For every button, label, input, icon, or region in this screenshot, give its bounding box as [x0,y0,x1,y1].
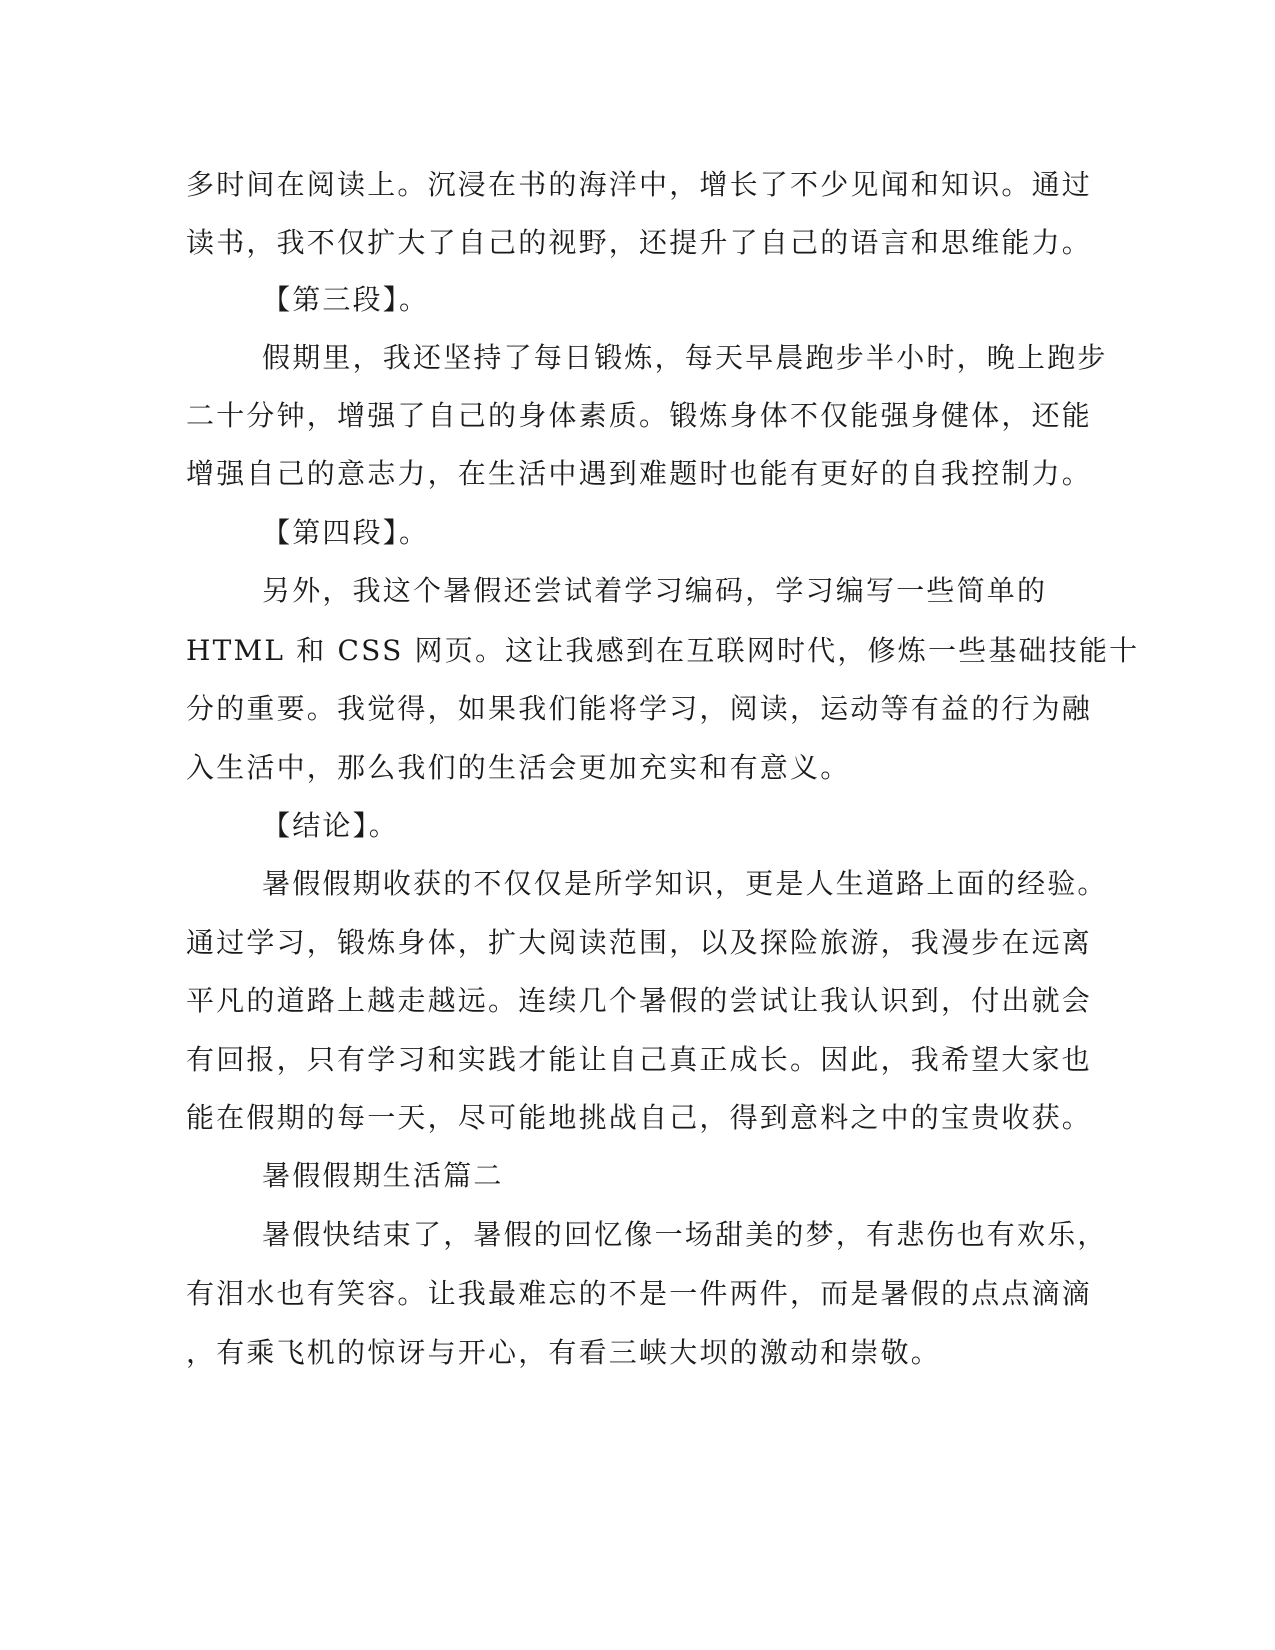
text-line: HTML 和 CSS 网页。这让我感到在互联网时代，修炼一些基础技能十 [186,634,1140,667]
paragraph-start: 暑假快结束了，暑假的回忆像一场甜美的梦，有悲伤也有欢乐， [262,1218,1108,1251]
text-line: ，有乘飞机的惊讶与开心，有看三峡大坝的激动和崇敬。 [186,1336,942,1369]
text-line: 能在假期的每一天，尽可能地挑战自己，得到意料之中的宝贵收获。 [186,1101,1093,1134]
text-line: 读书，我不仅扩大了自己的视野，还提升了自己的语言和思维能力。 [186,226,1093,259]
text-line: 多时间在阅读上。沉浸在书的海洋中，增长了不少见闻和知识。通过 [186,168,1093,201]
text-line: 有泪水也有笑容。让我最难忘的不是一件两件，而是暑假的点点滴滴 [186,1277,1093,1310]
paragraph-start: 假期里，我还坚持了每日锻炼，每天早晨跑步半小时，晚上跑步 [262,341,1108,374]
paragraph-start: 另外，我这个暑假还尝试着学习编码，学习编写一些简单的 [262,574,1048,607]
text-line: 二十分钟，增强了自己的身体素质。锻炼身体不仅能强身健体，还能 [186,399,1093,432]
text-line: 平凡的道路上越走越远。连续几个暑假的尝试让我认识到，付出就会 [186,984,1093,1017]
text-line: 入生活中，那么我们的生活会更加充实和有意义。 [186,751,851,784]
paragraph-start: 暑假假期收获的不仅仅是所学知识，更是人生道路上面的经验。 [262,867,1108,900]
section-heading-4: 【第四段】。 [262,516,430,549]
section-heading-conclusion: 【结论】。 [262,809,400,842]
text-line: 有回报，只有学习和实践才能让自己真正成长。因此，我希望大家也 [186,1043,1093,1076]
section-heading-3: 【第三段】。 [262,283,430,316]
text-line: 分的重要。我觉得，如果我们能将学习，阅读，运动等有益的行为融 [186,692,1093,725]
article-title: 暑假假期生活篇二 [262,1159,504,1192]
text-line: 增强自己的意志力，在生活中遇到难题时也能有更好的自我控制力。 [186,457,1093,490]
text-line: 通过学习，锻炼身体，扩大阅读范围，以及探险旅游，我漫步在远离 [186,926,1093,959]
